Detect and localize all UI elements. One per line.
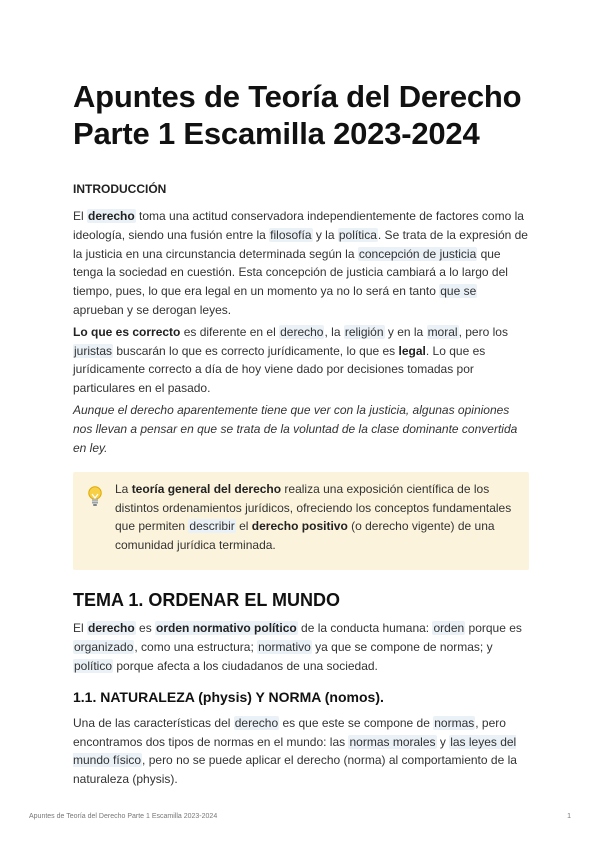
highlight-term: concepción de justicia	[358, 246, 477, 261]
footer-title: Apuntes de Teoría del Derecho Parte 1 Escamilla 2023-2024	[29, 813, 218, 820]
page-footer	[29, 813, 571, 820]
section-1-1-paragraph: Una de las características del derecho es que este se compone de normas, pero encontramos dos tipos de normas en el mundo: las normas morales y las leyes del mundo físico, pero no se puede aplicar el derecho (norma) al comportamiento de la naturaleza (physis).	[73, 715, 517, 787]
highlight-term: orden normativo político	[156, 621, 297, 636]
callout-box	[73, 472, 529, 570]
document-body	[73, 78, 529, 789]
highlight-term: juristas	[74, 343, 113, 358]
intro-paragraph-2: Lo que es correcto es diferente en el derecho, la religión y en la moral, pero los juristas buscarán lo que es correcto jurídicamente, lo que es legal. Lo que es jurídicamente correcto a día de hoy viene dado por decisiones tomadas por particulares en el pasado.	[73, 324, 508, 396]
section-1-1-heading: 1.1. NATURALEZA (physis) Y NORMA (nomos).	[73, 688, 384, 705]
highlight-term: filosofía	[270, 227, 312, 242]
title-line-2: Parte 1 Escamilla 2023-2024	[73, 116, 480, 151]
highlight-term: religión	[344, 324, 384, 339]
highlight-term: derecho	[88, 621, 135, 636]
tema-1-heading: TEMA 1. ORDENAR EL MUNDO	[73, 590, 341, 611]
highlight-term: describir	[189, 519, 235, 534]
highlight-term: normas	[434, 715, 475, 730]
intro-paragraph-1: El derecho toma una actitud conservadora independientemente de factores como la ideología, siendo una fusión entre la filosofía y la política. Se trata de la expresión de la justicia en una circunstancia determinada según la concepción de justicia que tenga la sociedad en cuestión. Esta concepción de justicia cambiará a lo largo del tiempo, pues, lo que era legal en un momento ya no lo será en tanto que se aprueban y se derogan leyes.	[73, 209, 528, 317]
highlight-term: política	[338, 227, 377, 242]
highlight-term: moral	[427, 324, 458, 339]
page-title	[73, 78, 529, 152]
intro-heading: INTRODUCCIÓN	[73, 182, 167, 196]
intro-paragraph-3: Aunque el derecho aparentemente tiene que ver con la justicia, algunas opiniones nos llevan a pensar en que se trata de la voluntad de la clase dominante convertida en ley.	[73, 402, 518, 455]
tema-1-paragraph: El derecho es orden normativo político de la conducta humana: orden porque es organizado, como una estructura; normativo ya que se compone de normas; y político porque afecta a los ciudadanos de una sociedad.	[73, 621, 522, 673]
highlight-term: las leyes del mundo físico	[73, 734, 517, 768]
callout-text: La teoría general del derecho realiza una exposición científica de los distintos ordenamientos jurídicos, ofreciendo los conceptos fundamentales que permiten describir el derecho positivo (o derecho vigente) de una comunidad jurídica terminada.	[115, 482, 512, 552]
highlight-term: derecho	[88, 209, 135, 223]
highlight-term: normativo	[258, 640, 311, 655]
highlight-term: organizado	[74, 640, 134, 655]
lightbulb-icon	[87, 486, 103, 508]
page-number: 1	[567, 813, 571, 820]
highlight-term: derecho	[234, 715, 279, 730]
highlight-term: derecho	[280, 324, 324, 339]
highlight-term: orden	[433, 621, 465, 636]
highlight-term: normas morales	[349, 734, 436, 749]
highlight-term: político	[74, 658, 113, 673]
title-line-1: Apuntes de Teoría del Derecho	[73, 79, 522, 114]
highlight-term: que se	[440, 284, 477, 299]
